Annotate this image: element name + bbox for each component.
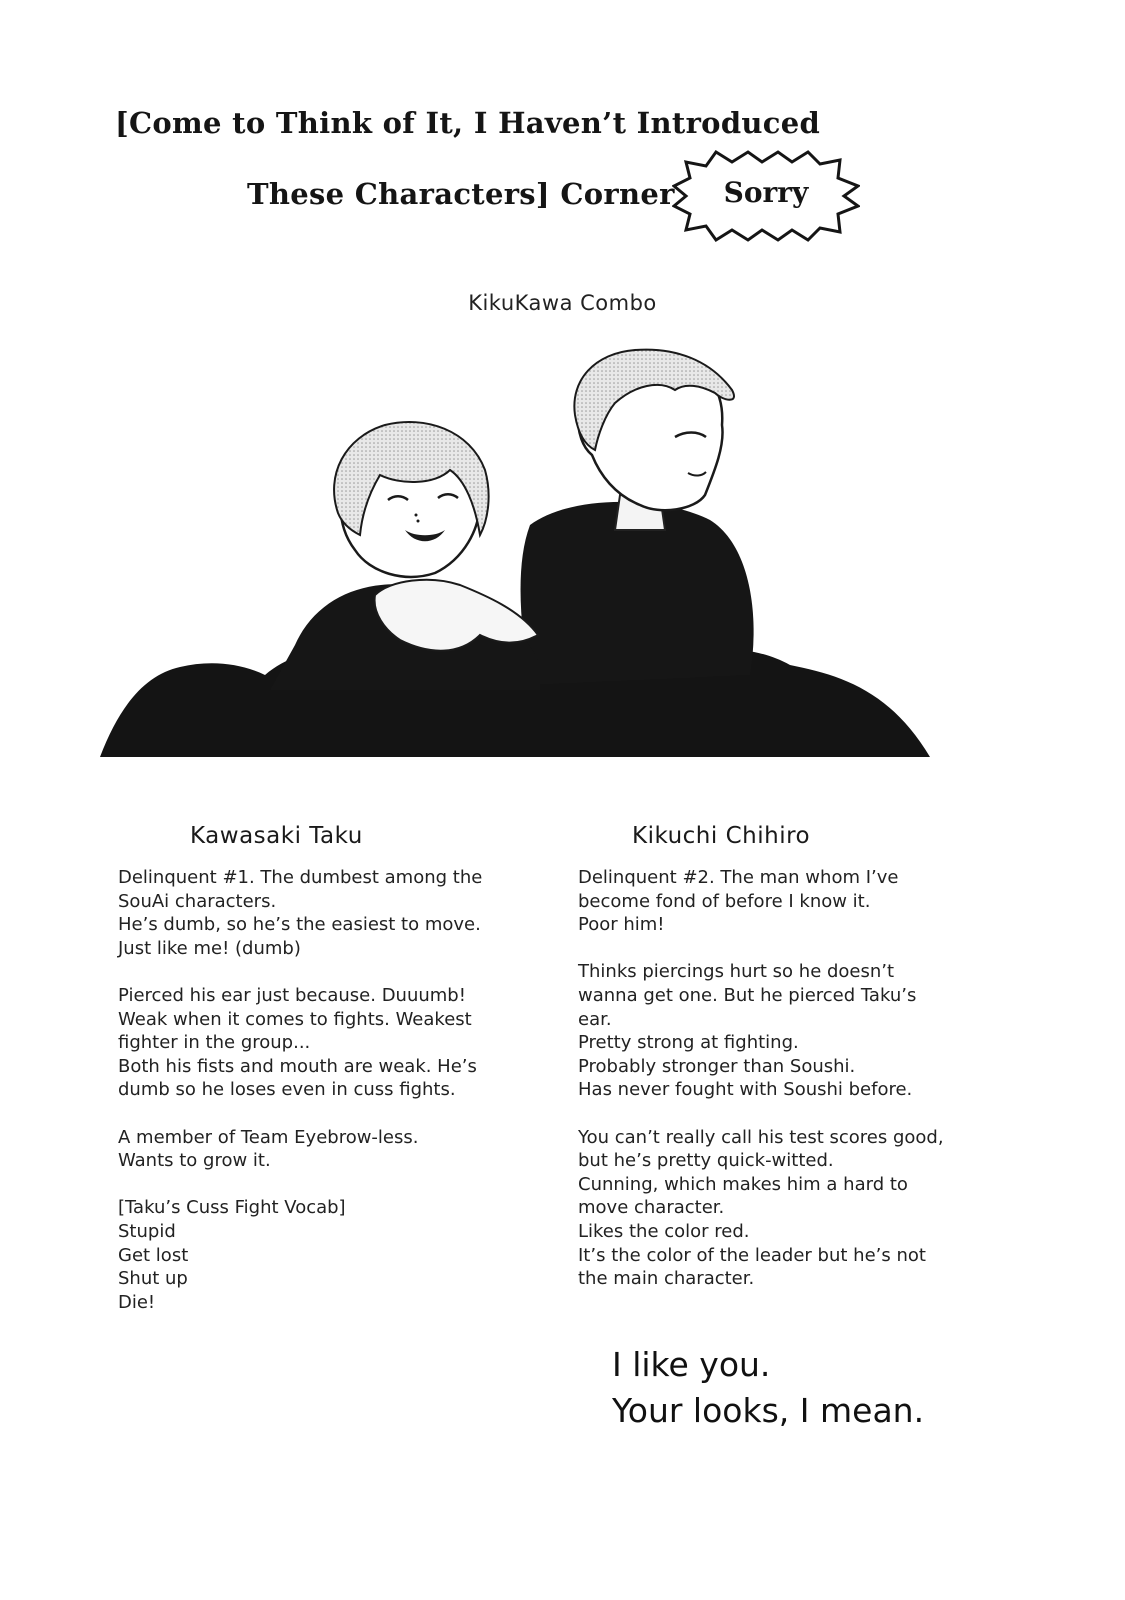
- closing-quote: [612, 1342, 924, 1434]
- description-line: Get lost: [118, 1244, 189, 1266]
- description-line: SouAi characters.: [118, 890, 277, 912]
- character-profile-kikuchi: [578, 823, 998, 1291]
- description-line: [578, 1102, 998, 1126]
- section-subtitle: KikuKawa Combo: [468, 291, 657, 315]
- description-line: Stupid: [118, 1220, 176, 1242]
- description-line: Has never fought with Soushi before.: [578, 1079, 913, 1101]
- description-line: [118, 1173, 538, 1197]
- description-line: [118, 1102, 538, 1126]
- description-line: A member of Team Eyebrow-less.: [118, 1126, 419, 1148]
- description-line: Thinks piercings hurt so he doesn’t: [578, 961, 895, 983]
- character-name: Kikuchi Chihiro: [632, 823, 811, 849]
- description-line: It’s the color of the leader but he’s not: [578, 1244, 926, 1266]
- description-line: He’s dumb, so he’s the easiest to move.: [118, 914, 481, 936]
- description-line: become fond of before I know it.: [578, 890, 871, 912]
- description-line: move character.: [578, 1197, 725, 1219]
- character-name: Kawasaki Taku: [190, 823, 363, 849]
- description-line: Pierced his ear just because. Duuumb!: [118, 984, 466, 1006]
- page-title-line-2: These Characters] Corner: [247, 177, 675, 211]
- sorry-text: Sorry: [723, 176, 809, 209]
- description-line: ear.: [578, 1008, 612, 1030]
- character-illustration: [100, 345, 930, 770]
- description-line: the main character.: [578, 1268, 755, 1290]
- description-line: Poor him!: [578, 914, 665, 936]
- description-line: dumb so he loses even in cuss fights.: [118, 1079, 456, 1101]
- description-line: Shut up: [118, 1268, 188, 1290]
- description-line: Weak when it comes to fights. Weakest: [118, 1008, 472, 1030]
- description-line: You can’t really call his test scores good,: [578, 1126, 944, 1148]
- description-line: but he’s pretty quick-witted.: [578, 1150, 834, 1172]
- character-description: [118, 866, 538, 1314]
- quote-line-2: Your looks, I mean.: [612, 1391, 925, 1430]
- description-line: fighter in the group...: [118, 1032, 311, 1054]
- description-line: Die!: [118, 1291, 156, 1313]
- description-line: Pretty strong at fighting.: [578, 1032, 799, 1054]
- description-line: [118, 960, 538, 984]
- description-line: Cunning, which makes him a hard to: [578, 1173, 908, 1195]
- description-line: [578, 937, 998, 961]
- description-line: Both his fists and mouth are weak. He’s: [118, 1055, 477, 1077]
- description-line: wanna get one. But he pierced Taku’s: [578, 984, 917, 1006]
- description-line: [Taku’s Cuss Fight Vocab]: [118, 1197, 346, 1219]
- character-description: [578, 866, 998, 1291]
- description-line: Probably stronger than Soushi.: [578, 1055, 856, 1077]
- page-title-line-1: [Come to Think of It, I Haven’t Introduced: [115, 106, 821, 140]
- description-line: Just like me! (dumb): [118, 937, 301, 959]
- description-line: Wants to grow it.: [118, 1150, 271, 1172]
- sorry-burst-balloon: [672, 148, 860, 244]
- description-line: Likes the color red.: [578, 1220, 750, 1242]
- quote-line-1: I like you.: [612, 1345, 771, 1384]
- description-line: Delinquent #2. The man whom I’ve: [578, 867, 899, 888]
- character-profile-kawasaki: [118, 823, 538, 1314]
- description-line: Delinquent #1. The dumbest among the: [118, 867, 483, 888]
